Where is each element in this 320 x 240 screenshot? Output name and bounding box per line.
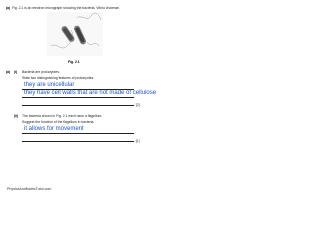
figure-caption: Fig. 2.1 (68, 60, 80, 64)
part-i-marks: [2] (136, 103, 140, 107)
question-number: (a) (6, 6, 11, 10)
part-i-answer-line-2 (22, 97, 134, 98)
part-i-prompt-line1: Bacteria are prokaryotes. (22, 70, 60, 74)
part-ii-answer-line-2 (22, 141, 134, 142)
electron-micrograph-image (47, 12, 103, 56)
part-i-answer-2: they have cell walls that are not made of cellulose (24, 90, 157, 96)
question-intro: Fig. 2.1 is an electron micrograph showing the bacteria, Vibrio cholerae. (12, 6, 120, 10)
part-ii-answer-1: it allows for movement (24, 126, 84, 132)
part-i-sublabel: (a) (6, 70, 11, 74)
bacteria-micrograph-icon (47, 12, 103, 56)
part-ii-label: (ii) (14, 114, 19, 118)
part-ii-prompt-line1: The bacteria shown in Fig. 2.1 each have a flagellum. (22, 114, 103, 118)
part-i-label: (i) (14, 70, 18, 74)
part-ii-prompt-line2: Suggest the function of the flagellum in bacteria. (22, 120, 95, 124)
part-i-answer-1: they are unicellular (24, 82, 75, 88)
part-ii-marks: [1] (136, 139, 140, 143)
part-ii-answer-line-1 (22, 133, 134, 134)
part-i-answer-line-3 (22, 105, 134, 106)
footer-site-name: PhysicsAndMathsTutor.com (7, 187, 52, 191)
part-i-prompt-line2: State two distinguishing features of prokaryotes. (22, 76, 95, 80)
